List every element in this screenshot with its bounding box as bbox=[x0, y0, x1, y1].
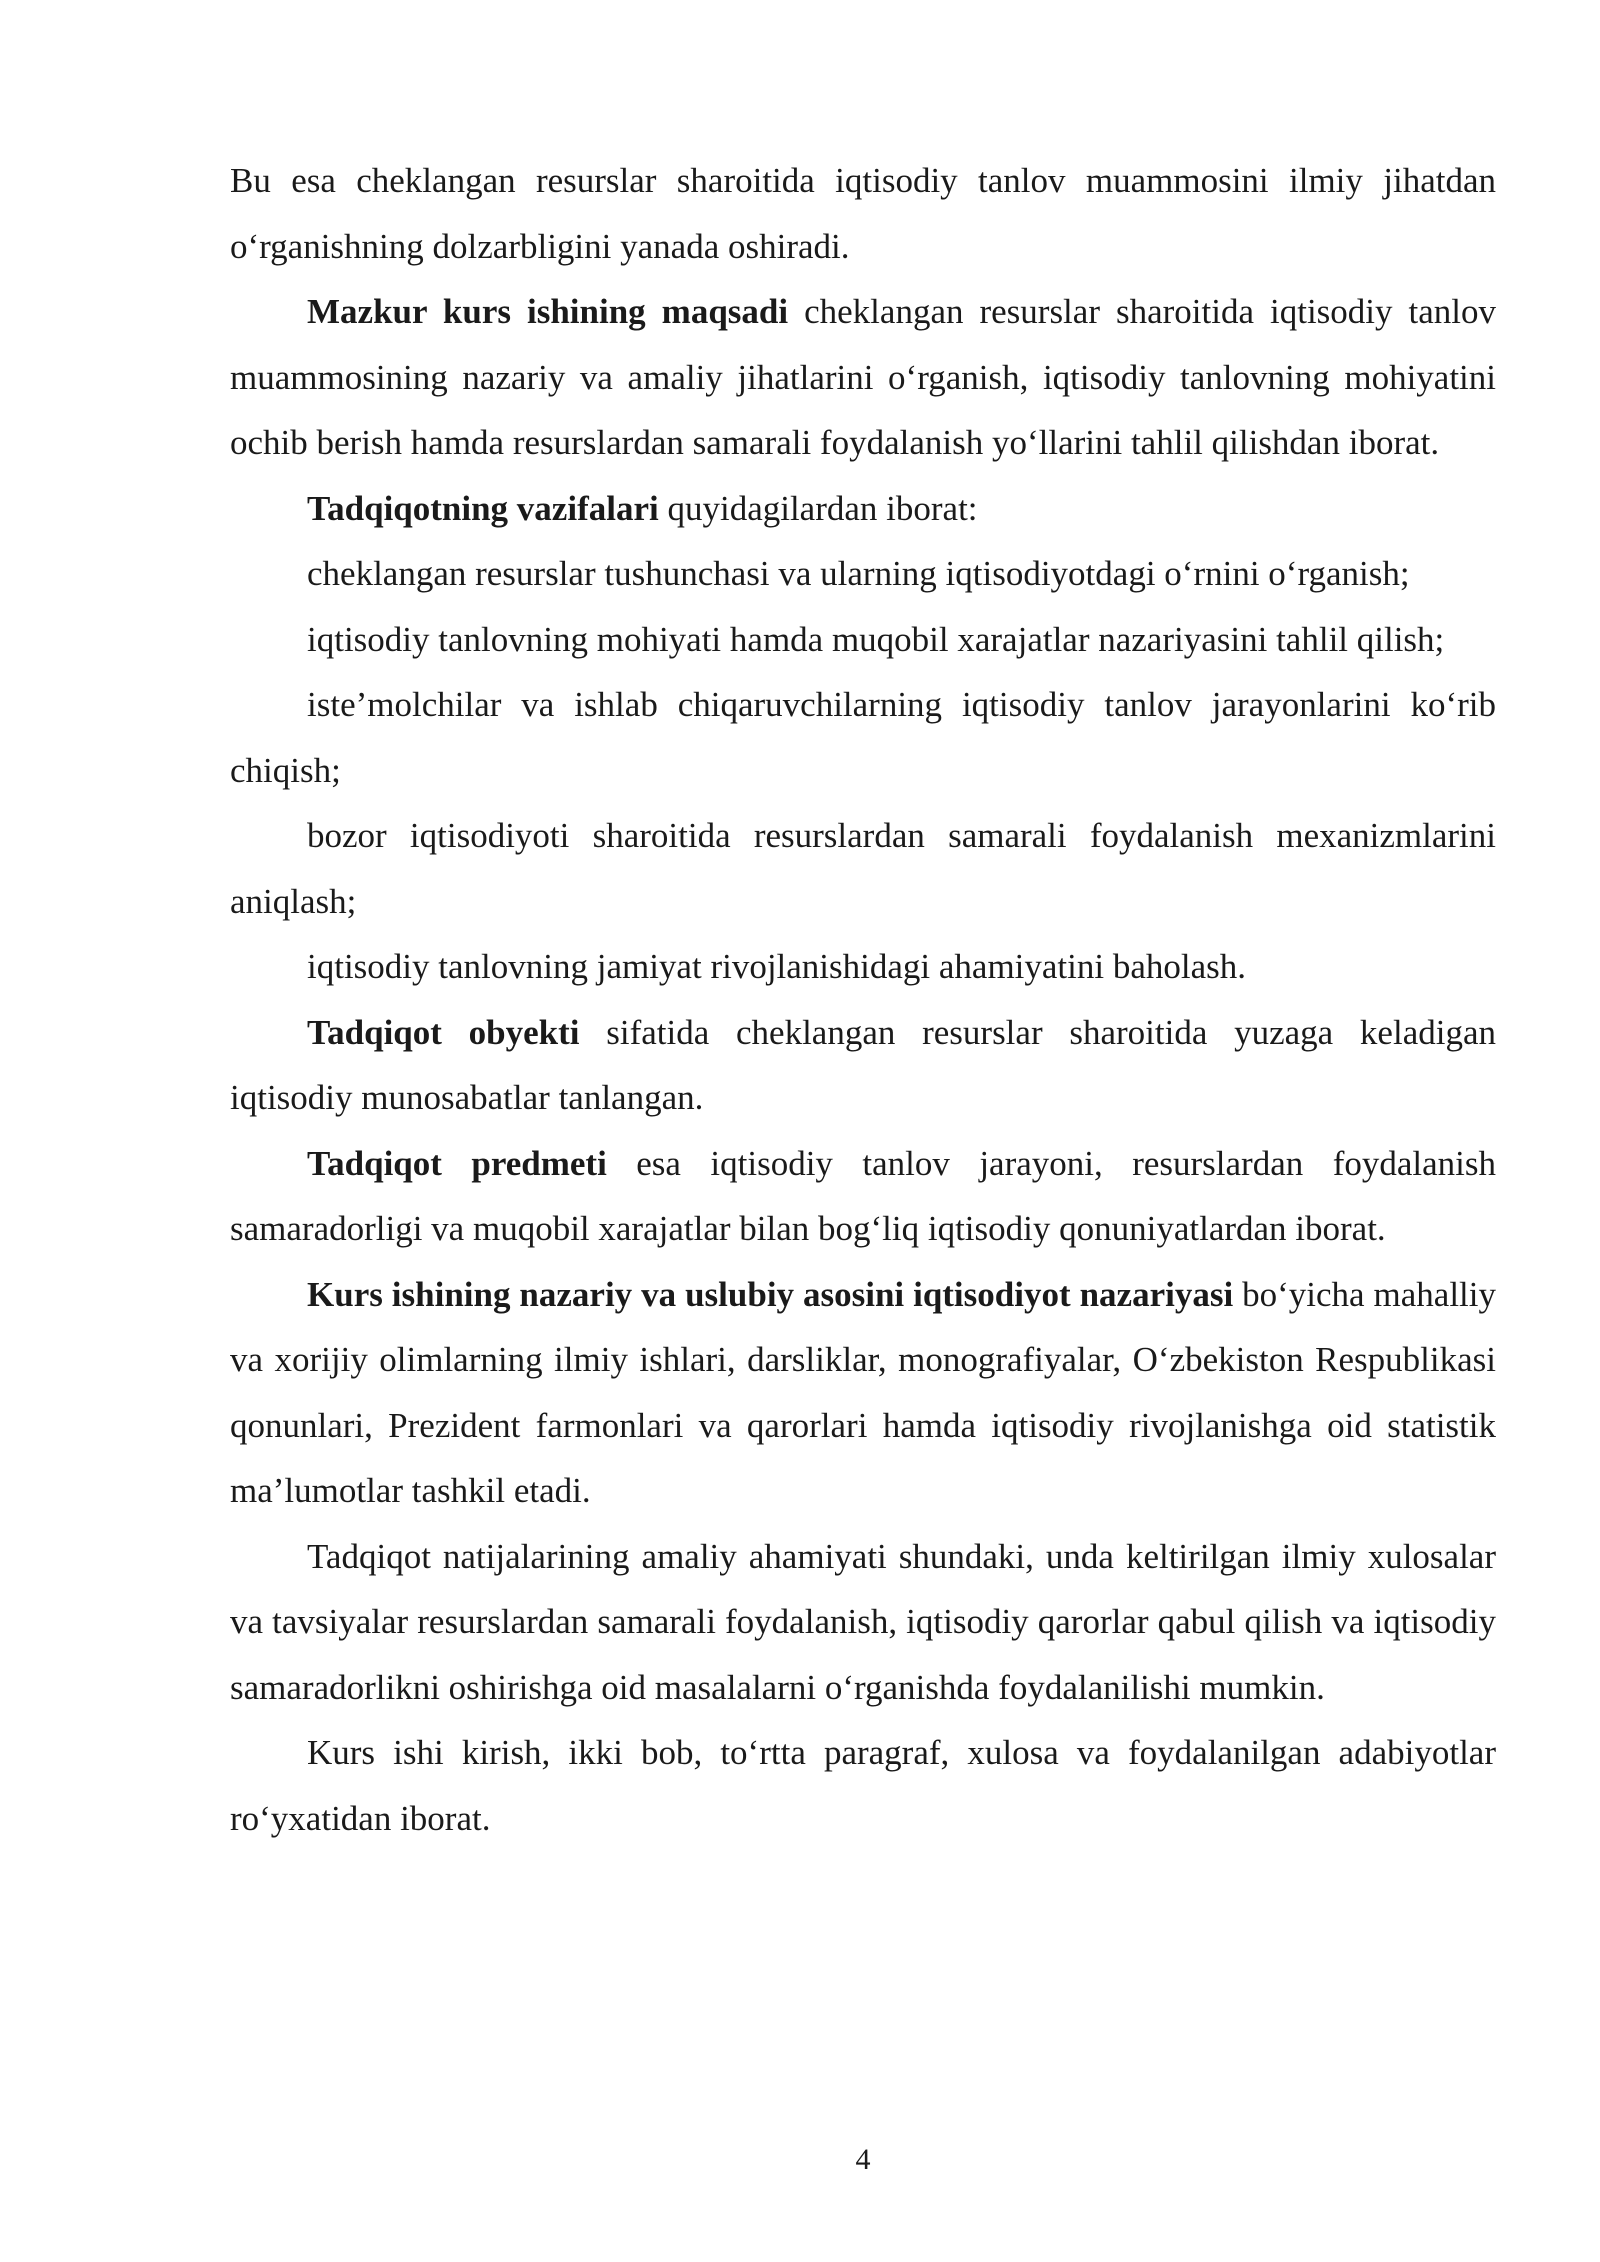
list-item bbox=[230, 934, 1496, 1000]
paragraph bbox=[230, 476, 1496, 542]
paragraph bbox=[230, 279, 1496, 476]
paragraph bbox=[230, 148, 1496, 279]
list-item bbox=[230, 803, 1496, 934]
paragraph-text: bo‘yicha mahalliy va xorijiy olimlarning ilmiy ishlari, darsliklar, monografiyalar, O‘zbekiston Respublikasi qonunlari, Prezident farmonlari va qarorlari hamda iqtisodiy rivojlanishga oid statistik ma’lumotlar tashkil etadi. bbox=[230, 1274, 1496, 1510]
paragraph-bold-lead: Tadqiqot obyekti bbox=[307, 1012, 580, 1052]
paragraph-bold-lead: Tadqiqotning vazifalari bbox=[307, 488, 659, 528]
list-item bbox=[230, 607, 1496, 673]
paragraph bbox=[230, 1720, 1496, 1851]
paragraph-text: iqtisodiy tanlovning jamiyat rivojlanishidagi ahamiyatini baholash. bbox=[307, 947, 1247, 986]
paragraph-text: cheklangan resurslar sharoitida iqtisodiy tanlov muammosining nazariy va amaliy jihatlarini o‘rganish, iqtisodiy tanlovning mohiyatini ochib berish hamda resurslardan samarali foydalanish yo‘llarini tahlil qilishdan iborat. bbox=[230, 292, 1496, 462]
paragraph-text: Kurs ishi kirish, ikki bob, to‘rtta paragraf, xulosa va foydalanilgan adabiyotlar ro‘yxatidan iborat. bbox=[230, 1733, 1496, 1838]
paragraph-text: Bu esa cheklangan resurslar sharoitida iqtisodiy tanlov muammosini ilmiy jihatdan o‘rganishning dolzarbligini yanada oshiradi. bbox=[230, 161, 1496, 266]
paragraph-text: quyidagilardan iborat: bbox=[658, 488, 978, 528]
paragraph-text: sifatida cheklangan resurslar sharoitida yuzaga keladigan iqtisodiy munosabatlar tanlangan. bbox=[230, 1012, 1496, 1117]
paragraph-text: bozor iqtisodiyoti sharoitida resurslardan samarali foydalanish mexanizmlarini aniqlash; bbox=[230, 816, 1496, 921]
paragraph-text: esa iqtisodiy tanlov jarayoni, resurslardan foydalanish samaradorligi va muqobil xarajatlar bilan bog‘liq iqtisodiy qonuniyatlardan iborat. bbox=[230, 1143, 1496, 1248]
paragraph-bold-lead: Mazkur kurs ishining maqsadi bbox=[307, 292, 789, 331]
paragraph-text: iqtisodiy tanlovning mohiyati hamda muqobil xarajatlar nazariyasini tahlil qilish; bbox=[307, 619, 1445, 659]
paragraph-text: iste’molchilar va ishlab chiqaruvchilarning iqtisodiy tanlov jarayonlarini ko‘rib chiqish; bbox=[230, 685, 1496, 790]
paragraph bbox=[230, 1262, 1496, 1524]
paragraph-bold-lead: Tadqiqot predmeti bbox=[307, 1143, 607, 1183]
list-item bbox=[230, 672, 1496, 803]
paragraph bbox=[230, 1131, 1496, 1262]
document-body bbox=[230, 148, 1496, 1851]
paragraph-text: Tadqiqot natijalarining amaliy ahamiyati shundaki, unda keltirilgan ilmiy xulosalar va tavsiyalar resurslardan samarali foydalanish, iqtisodiy qarorlar qabul qilish va iqtisodiy samaradorlikni oshirishga oid masalalarni o‘rganishda foydalanilishi mumkin. bbox=[230, 1536, 1496, 1707]
paragraph bbox=[230, 1000, 1496, 1131]
paragraph-bold-lead: Kurs ishining nazariy va uslubiy asosini iqtisodiyot nazariyasi bbox=[307, 1274, 1234, 1314]
paragraph bbox=[230, 1524, 1496, 1721]
list-item bbox=[230, 541, 1496, 607]
paragraph-text: cheklangan resurslar tushunchasi va ularning iqtisodiyotdagi o‘rnini o‘rganish; bbox=[307, 554, 1410, 593]
page-number: 4 bbox=[855, 2143, 871, 2176]
